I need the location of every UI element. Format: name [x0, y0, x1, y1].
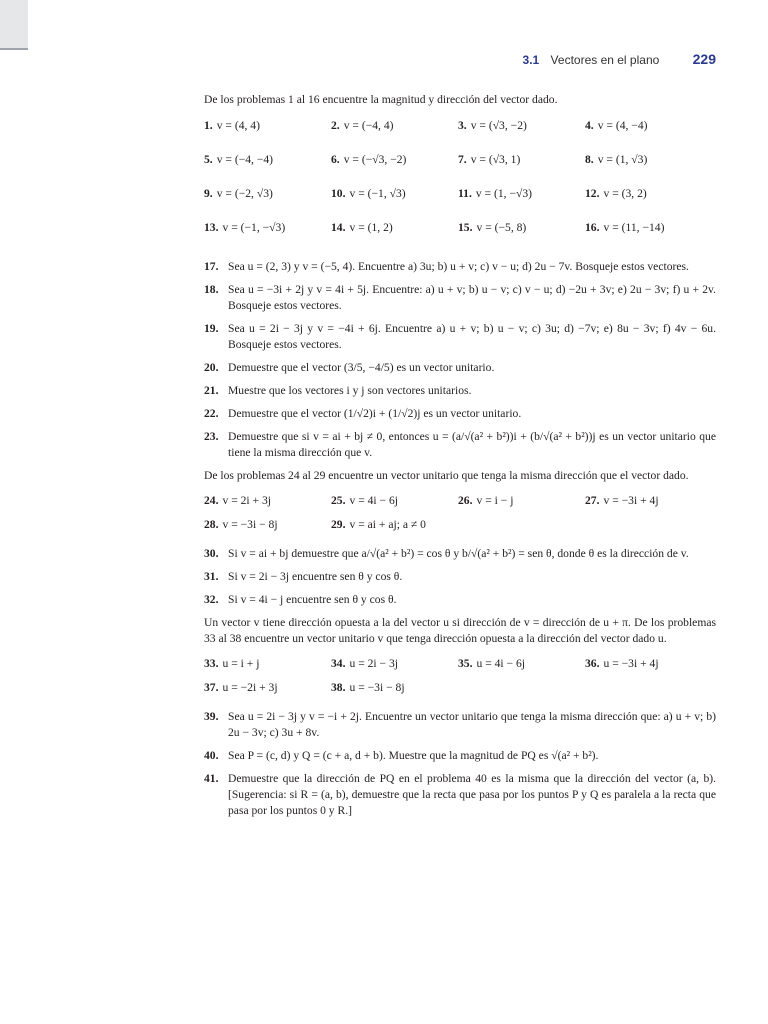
running-head — [523, 51, 716, 67]
problem-30: 30. Si v = ai + bj demuestre que a/√(a² + b²) = cos θ y b/√(a² + b²) = sen θ, donde θ es la dirección de v. — [204, 547, 689, 560]
problem-19: 19. Sea u = 2i − 3j y v = −4i + 6j. Encuentre a) u + v; b) u − v; c) 3u; d) −7v; e) 8u − 3v; f) 4v − 6u. Bosqueje estos vectores. — [204, 322, 716, 351]
problem-item: 2. v = (−4, 4) — [331, 119, 394, 132]
problem-20: 20. Demuestre que el vector (3/5, −4/5) es un vector unitario. — [204, 361, 495, 374]
problems-24-29-grid — [204, 492, 716, 540]
problem-item: 1. v = (4, 4) — [204, 119, 260, 132]
problem-item: 10. v = (−1, √3) — [331, 187, 406, 200]
problem-item: 8. v = (1, √3) — [585, 153, 648, 166]
instructions-24-29: De los problemas 24 al 29 encuentre un vector unitario que tenga la misma dirección que el vector dado. — [204, 469, 689, 482]
problem-41: 41. Demuestre que la dirección de PQ en el problema 40 es la misma que la dirección del vector (a, b). [Sugerencia: si R = (a, b), demuestre que la recta que pasa por los puntos P y Q es paralela a la recta que pasa por los puntos 0 y R.] — [204, 772, 716, 817]
problem-item: 11. v = (1, −√3) — [458, 187, 533, 200]
problem-item: 5. v = (−4, −4) — [204, 153, 274, 166]
problem-22: 22. Demuestre que el vector (1/√2)i + (1/√2)j es un vector unitario. — [204, 407, 522, 420]
problem-item: 4. v = (4, −4) — [585, 119, 648, 132]
problem-21: 21. Muestre que los vectores i y j son vectores unitarios. — [204, 384, 472, 397]
problem-item: 38. u = −3i − 8j — [331, 681, 405, 694]
problem-item: 36. u = −3i + 4j — [585, 657, 659, 670]
problem-item: 25. v = 4i − 6j — [331, 494, 399, 507]
problem-item: 9. v = (−2, √3) — [204, 187, 273, 200]
problem-item: 37. u = −2i + 3j — [204, 681, 278, 694]
problem-item: 34. u = 2i − 3j — [331, 657, 399, 670]
problem-item: 33. u = i + j — [204, 657, 260, 670]
problem-item: 16. v = (11, −14) — [585, 221, 665, 234]
problem-31: 31. Si v = 2i − 3j encuentre sen θ y cos θ. — [204, 570, 403, 583]
problem-40: 40. Sea P = (c, d) y Q = (c + a, d + b). Muestre que la magnitud de PQ es √(a² + b²). — [204, 749, 599, 762]
problem-32: 32. Si v = 4i − j encuentre sen θ y cos θ. — [204, 593, 397, 606]
problem-item: 6. v = (−√3, −2) — [331, 153, 407, 166]
instructions-33-38: Un vector v tiene dirección opuesta a la del vector u si dirección de v = dirección de u + π. De los problemas 33 al 38 encuentre un vector unitario v que tenga dirección opuesta a la dirección del vector dado u. — [204, 616, 716, 645]
section-title: Vectores en el plano — [550, 53, 660, 67]
corner-tab — [0, 0, 28, 48]
problems-33-38-grid — [204, 655, 716, 703]
problem-17: 17. Sea u = (2, 3) y v = (−5, 4). Encuentre a) 3u; b) u + v; c) v − u; d) 2u − 7v. Bosqueje estos vectores. — [204, 260, 689, 273]
problem-39: 39. Sea u = 2i − 3j y v = −i + 2j. Encuentre un vector unitario que tenga la misma dirección que: a) u + v; b) 2u − 3v; c) 3u + 8v. — [204, 710, 716, 739]
problem-item: 14. v = (1, 2) — [331, 221, 393, 234]
instructions-1-16: De los problemas 1 al 16 encuentre la magnitud y dirección del vector dado. — [204, 93, 558, 106]
page-content — [204, 92, 716, 826]
problem-18: 18. Sea u = −3i + 2j y v = 4i + 5j. Encuentre: a) u + v; b) u − v; c) v − u; d) −2u + 3v; e) 2u − 3v; f) u + 2v. Bosqueje estos vectores. — [204, 283, 716, 312]
problem-item: 27. v = −3i + 4j — [585, 494, 659, 507]
section-number: 3.1 — [522, 53, 540, 67]
problem-item: 26. v = i − j — [458, 494, 514, 507]
problem-item: 13. v = (−1, −√3) — [204, 221, 286, 234]
problems-1-16-grid — [204, 117, 716, 253]
problem-item: 3. v = (√3, −2) — [458, 119, 527, 132]
corner-divider — [0, 48, 28, 50]
problem-item: 12. v = (3, 2) — [585, 187, 647, 200]
problem-item: 29. v = ai + aj; a ≠ 0 — [331, 518, 426, 531]
problem-item: 24. v = 2i + 3j — [204, 494, 272, 507]
problem-item: 15. v = (−5, 8) — [458, 221, 527, 234]
problem-item: 7. v = (√3, 1) — [458, 153, 521, 166]
problem-item: 28. v = −3i − 8j — [204, 518, 278, 531]
problem-23: 23. Demuestre que si v = ai + bj ≠ 0, entonces u = (a/√(a² + b²))i + (b/√(a² + b²))j es un vector unitario que tiene la misma dirección que v. — [204, 430, 716, 459]
page-number: 229 — [692, 51, 716, 67]
problem-item: 35. u = 4i − 6j — [458, 657, 526, 670]
